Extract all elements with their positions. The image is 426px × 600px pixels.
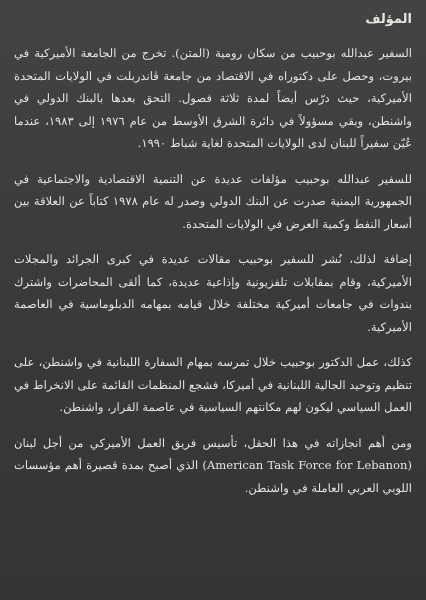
paragraph-biography: السفير عبدالله بوحبيب من سكان رومية (المتن). تخرج من الجامعة الأميركية في بيروت، وحصل على دكتوراه في الاقتصاد من جامعة ڤاندربلت في الولايات المتحدة الأميركية، حيث درّس أيضاً لمدة ثلاثة فصول. التحق بعدها بالبنك الدولي في واشنطن، وبقي مسؤولاً في دائرة الشرق الأوسط من عام ١٩٧٦ إلى ١٩٨٣، عندما عُيّن سفيراً للبنان لدى الولايات المتحدة لغاية شباط ١٩٩٠. — [14, 46, 413, 150]
paragraph-community: كذلك، عمل الدكتور بوحبيب خلال تمرسه بمهام السفارة اللبنانية في واشنطن، على تنظيم وتوحيد الجالية اللبنانية في أميركا، فشجع المنظمات القائمة على الانخراط في العمل السياسي ليكون لهم مكانتهم السياسية في عاصمة القرار، واشنطن. — [14, 355, 412, 414]
paragraph-publications: للسفير عبدالله بوحبيب مؤلفات عديدة عن التنمية الاقتصادية والاجتماعية في الجمهورية اليمنية صدرت عن البنك الدولي وصدر له عام ١٩٧٨ كتاباً عن العلاقة بين أسعار النفط وكمية العرض في الولايات المتحدة. — [14, 171, 413, 231]
paragraph-achievements: ومن أهم انجازاته في هذا الحقل، تأسيس فريق العمل الأميركي من أجل لبنان (American Task Force for Lebanon) الذي أصبح بمدة قصيرة أهم مؤسسات اللوبي العربي العاملة في واشنطن. — [14, 435, 413, 495]
page-heading: المؤلف — [365, 12, 412, 27]
paragraph-media: إضافة لذلك، نُشر للسفير بوحبيب مقالات عديدة في كبرى الجرائد والمجلات الأميركية، وقام بمقابلات تلفزيونية وإذاعية عديدة، كما ألقى المحاضرات واشترك بندوات في جامعات أميركية مختلفة خلال قيامه بمهامه الدبلوماسية في العاصمة الأميركية. — [14, 252, 412, 334]
